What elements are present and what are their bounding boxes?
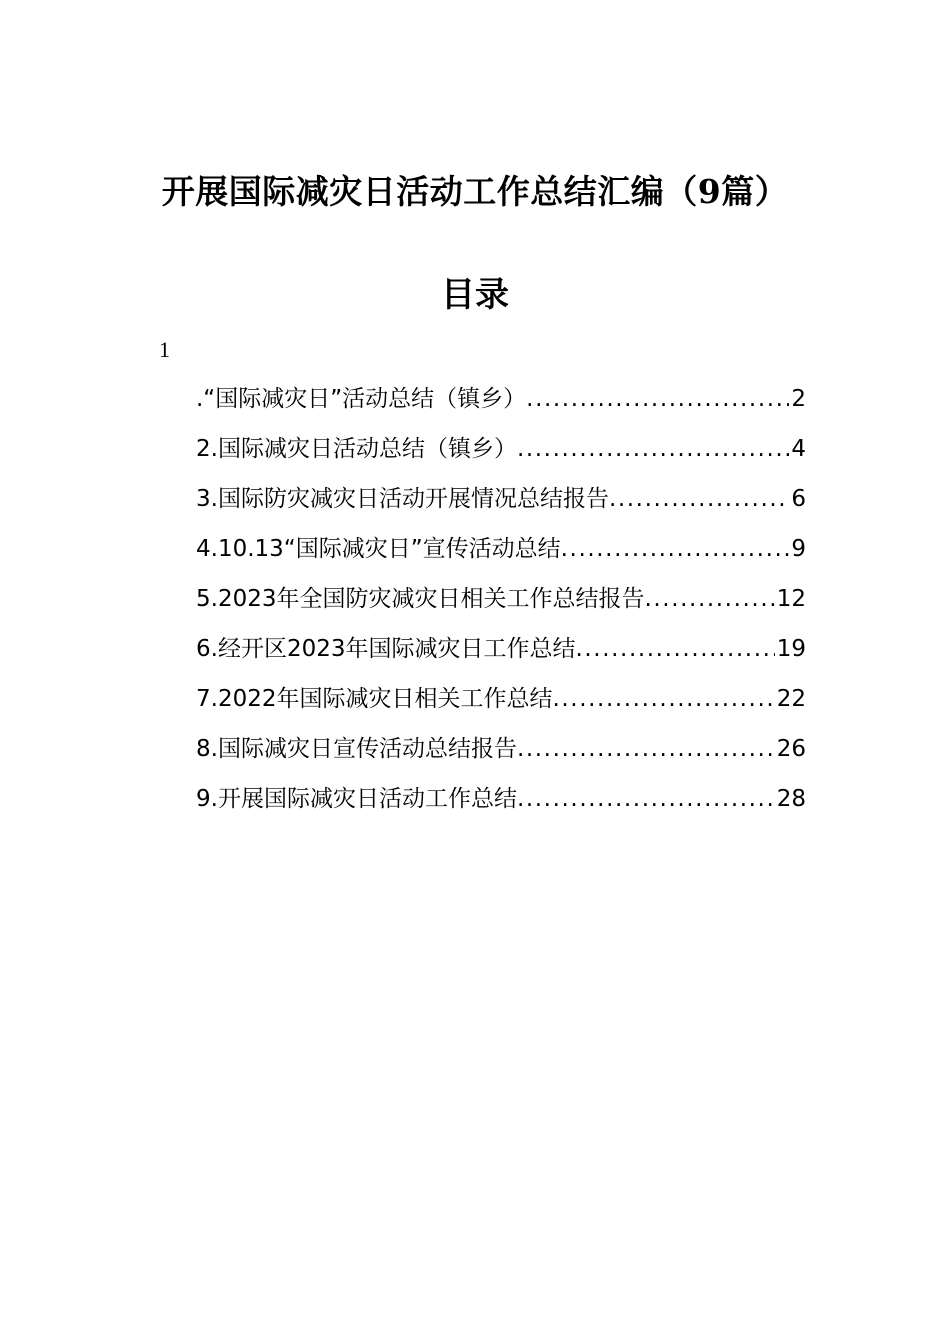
- toc-entry-1[interactable]: [196, 380, 806, 430]
- toc-entry-page-number: 22: [776, 686, 806, 712]
- toc-dot-leader: [644, 580, 774, 618]
- toc-entry-page-number: 12: [776, 586, 806, 612]
- toc-entry-7[interactable]: [196, 680, 806, 730]
- toc-dot-leader: [552, 680, 774, 718]
- toc-dot-leader: [517, 430, 789, 468]
- toc-entry-title: 3.国际防灾减灾日活动开展情况总结报告: [196, 486, 609, 512]
- toc-entry-page-number: 28: [776, 786, 806, 812]
- toc-entry-page-number: 2: [791, 386, 806, 412]
- toc-entry-title: 7.2022年国际减灾日相关工作总结: [196, 686, 553, 712]
- toc-entry-title: 8.国际减灾日宣传活动总结报告: [196, 736, 517, 762]
- toc-entry-page-number: 19: [776, 636, 806, 662]
- toc-dot-leader: [609, 480, 789, 518]
- table-of-contents: [196, 380, 806, 830]
- toc-entry-3[interactable]: [196, 480, 806, 530]
- toc-dot-leader: [575, 630, 774, 668]
- toc-entry-4[interactable]: [196, 530, 806, 580]
- toc-entry-page-number: 9: [791, 536, 806, 562]
- toc-entry-page-number: 26: [776, 736, 806, 762]
- toc-dot-leader: [517, 730, 775, 768]
- toc-dot-leader: [561, 530, 790, 568]
- toc-entry-9[interactable]: [196, 780, 806, 830]
- toc-entry-page-number: 6: [791, 486, 806, 512]
- toc-entry-title: 5.2023年全国防灾减灾日相关工作总结报告: [196, 586, 645, 612]
- toc-entry-title: 9.开展国际减灾日活动工作总结: [196, 786, 517, 812]
- toc-entry-5[interactable]: [196, 580, 806, 630]
- toc-entry-2[interactable]: [196, 430, 806, 480]
- document-title: 开展国际减灾日活动工作总结汇编（9篇）: [161, 172, 789, 211]
- toc-entry-6[interactable]: [196, 630, 806, 680]
- toc-heading: 目录: [441, 275, 509, 315]
- toc-entry-page-number: 4: [791, 436, 806, 462]
- toc-entry-title: 6.经开区2023年国际减灾日工作总结: [196, 636, 576, 662]
- toc-entry-8[interactable]: [196, 730, 806, 780]
- toc-entry-title: 2.国际减灾日活动总结（镇乡）: [196, 436, 517, 462]
- toc-dot-leader: [526, 380, 789, 418]
- toc-first-entry-number: 1: [159, 337, 170, 362]
- toc-dot-leader: [517, 780, 775, 818]
- toc-entry-title: .“国际减灾日”活动总结（镇乡）: [196, 386, 527, 412]
- toc-entry-title: 4.10.13“国际减灾日”宣传活动总结: [196, 536, 561, 562]
